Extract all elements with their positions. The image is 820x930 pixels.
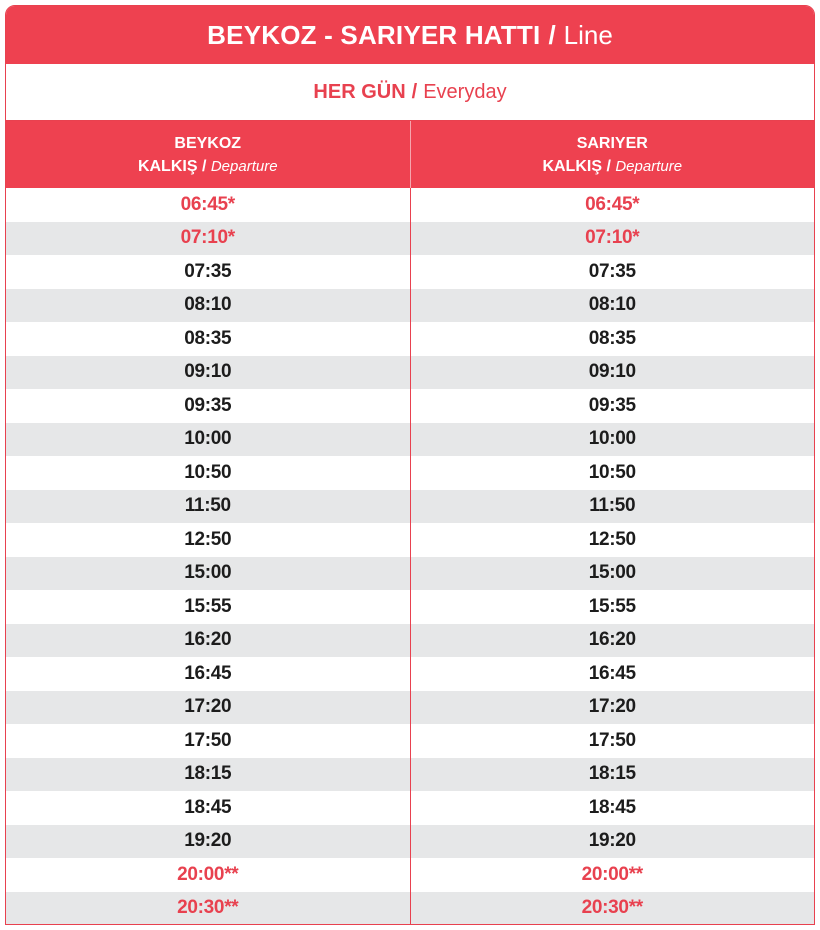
table-row	[6, 624, 814, 658]
beykoz-departure-time: 20:30**	[177, 897, 239, 919]
table-row	[6, 724, 814, 758]
departure-label-tr: KALKIŞ /	[542, 157, 611, 175]
table-row	[6, 490, 814, 524]
sariyer-departure-time: 09:35	[410, 389, 815, 423]
beykoz-departure-time: 09:10	[184, 361, 232, 383]
table-row	[6, 691, 814, 725]
table-row	[6, 255, 814, 289]
sariyer-departure-time: 08:35	[410, 322, 815, 356]
day-type	[6, 64, 814, 121]
column-header-sariyer	[410, 121, 815, 188]
table-row	[6, 657, 814, 691]
sariyer-departure-time: 16:20	[410, 624, 815, 658]
table-row	[6, 858, 814, 892]
table-row	[6, 791, 814, 825]
sariyer-departure-time: 09:10	[410, 356, 815, 390]
column-headers	[6, 121, 814, 188]
table-row	[6, 389, 814, 423]
day-type-en: Everyday	[423, 80, 507, 103]
sariyer-departure-time: 15:55	[410, 590, 815, 624]
table-row	[6, 356, 814, 390]
sariyer-departure-time: 20:30**	[410, 892, 815, 926]
beykoz-departure-time: 08:10	[184, 294, 232, 316]
sariyer-departure-time: 19:20	[410, 825, 815, 859]
beykoz-departure-time: 08:35	[184, 327, 232, 349]
column-header-beykoz	[6, 121, 410, 188]
sariyer-departure-time: 17:50	[410, 724, 815, 758]
beykoz-departure-time: 17:50	[184, 729, 232, 751]
beykoz-departure-time: 18:45	[184, 796, 232, 818]
sariyer-departure-time: 08:10	[410, 289, 815, 323]
table-row	[6, 523, 814, 557]
sariyer-departure-time: 10:00	[410, 423, 815, 457]
beykoz-departure-time: 15:55	[184, 595, 232, 617]
beykoz-departure-time: 10:50	[184, 461, 232, 483]
departure-label-en: Departure	[210, 157, 278, 175]
sariyer-departure-time: 12:50	[410, 523, 815, 557]
sariyer-departure-time: 07:35	[410, 255, 815, 289]
beykoz-departure-time: 20:00**	[177, 863, 239, 885]
beykoz-departure-time: 12:50	[184, 528, 232, 550]
table-row	[6, 423, 814, 457]
departure-label-en: Departure	[615, 157, 683, 175]
beykoz-departure-time: 09:35	[184, 394, 232, 416]
table-row	[6, 222, 814, 256]
sariyer-departure-time: 11:50	[410, 490, 815, 524]
timetable-title	[6, 6, 814, 64]
timetable	[5, 5, 815, 925]
title-slash: /	[548, 19, 556, 50]
sariyer-departure-time: 07:10*	[410, 222, 815, 256]
sariyer-departure-time: 18:45	[410, 791, 815, 825]
sariyer-departure-time: 06:45*	[410, 188, 815, 222]
sariyer-departure-time: 15:00	[410, 557, 815, 591]
table-row	[6, 456, 814, 490]
beykoz-departure-time: 10:00	[184, 428, 232, 450]
table-row	[6, 892, 814, 926]
sariyer-departure-time: 16:45	[410, 657, 815, 691]
beykoz-departure-time: 15:00	[184, 562, 232, 584]
sariyer-departure-time: 10:50	[410, 456, 815, 490]
day-type-tr: HER GÜN	[313, 80, 406, 103]
departure-rows	[6, 188, 814, 925]
table-row	[6, 322, 814, 356]
beykoz-departure-time: 16:20	[184, 629, 232, 651]
beykoz-departure-time: 19:20	[184, 830, 232, 852]
beykoz-departure-time: 07:35	[184, 260, 232, 282]
beykoz-departure-time: 18:15	[184, 763, 232, 785]
line-name: BEYKOZ - SARIYER HATTI	[207, 19, 541, 50]
beykoz-departure-time: 17:20	[184, 696, 232, 718]
beykoz-departure-time: 16:45	[184, 662, 232, 684]
sariyer-departure-time: 18:15	[410, 758, 815, 792]
station-name: BEYKOZ	[174, 134, 242, 152]
table-row	[6, 557, 814, 591]
sariyer-departure-time: 20:00**	[410, 858, 815, 892]
table-row	[6, 289, 814, 323]
station-name: SARIYER	[576, 134, 648, 152]
beykoz-departure-time: 06:45*	[180, 193, 235, 215]
day-slash: /	[411, 80, 418, 103]
table-row	[6, 590, 814, 624]
table-row	[6, 825, 814, 859]
line-label: Line	[563, 19, 613, 50]
departure-label-tr: KALKIŞ /	[137, 157, 207, 175]
sariyer-departure-time: 17:20	[410, 691, 815, 725]
table-row	[6, 188, 814, 222]
table-row	[6, 758, 814, 792]
beykoz-departure-time: 07:10*	[180, 227, 235, 249]
beykoz-departure-time: 11:50	[184, 495, 231, 517]
